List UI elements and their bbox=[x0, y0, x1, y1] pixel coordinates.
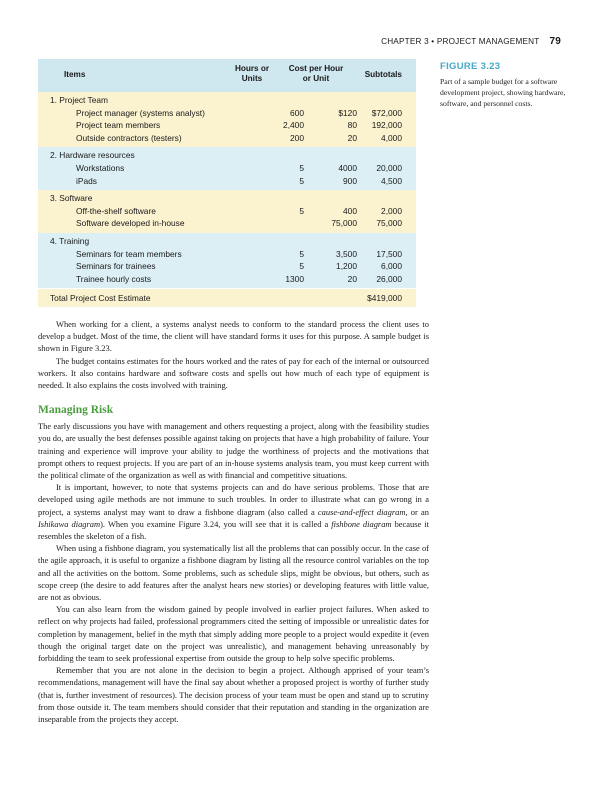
section-title: 4. Training bbox=[50, 235, 90, 246]
table-row: Workstations 5 4000 20,000 bbox=[76, 162, 402, 173]
table-row: Software developed in-house 75,000 75,000 bbox=[76, 218, 402, 229]
section-title: 3. Software bbox=[50, 193, 93, 204]
section-title: 2. Hardware resources bbox=[50, 150, 135, 161]
total-label: Total Project Cost Estimate bbox=[50, 293, 151, 304]
paragraph: The budget contains estimates for the hours worked and the rates of pay for each of the internal or outsourced workers. It also contains hardware and software costs and spells out how much of each type of equipment is needed. It also explains the costs involved with training. bbox=[38, 355, 429, 391]
running-head bbox=[381, 36, 561, 47]
body-text bbox=[38, 318, 429, 725]
section-training bbox=[38, 233, 416, 288]
figure-label: FIGURE 3.23 bbox=[440, 61, 501, 72]
table-row: Outside contractors (testers) 200 20 4,000 bbox=[76, 132, 402, 143]
header-hours: Hours or Units bbox=[234, 64, 270, 83]
table-row: Seminars for team members 5 3,500 17,500 bbox=[76, 248, 402, 259]
header-cost: Cost per Hour or Unit bbox=[288, 64, 344, 83]
table-row: iPads 5 900 4,500 bbox=[76, 175, 402, 186]
figure-caption-text: Part of a sample budget for a software development project, showing hardware, software, and personnel costs. bbox=[440, 77, 566, 108]
table-row: Project manager (systems analyst) 600 $120 $72,000 bbox=[76, 107, 402, 118]
header-subtotals: Subtotals bbox=[364, 70, 402, 79]
page-number: 79 bbox=[549, 36, 561, 47]
budget-table bbox=[38, 59, 416, 307]
section-title: 1. Project Team bbox=[50, 95, 109, 105]
section-project-team bbox=[38, 92, 416, 147]
table-row: Off-the-shelf software 5 400 2,000 bbox=[76, 205, 402, 216]
table-header bbox=[38, 59, 416, 92]
table-row: Trainee hourly costs 1300 20 26,000 bbox=[76, 273, 402, 284]
section-hardware bbox=[38, 147, 416, 190]
chapter-title: CHAPTER 3 • PROJECT MANAGEMENT bbox=[381, 37, 540, 46]
header-items: Items bbox=[64, 70, 86, 79]
paragraph: Remember that you are not alone in the decision to begin a project. Although apprised of your team’s recommendations, management will have the final say about whether a proposed project is worthy of further study (that is, further investment of resources). The decision process of your team must be open and stand up to scrutiny from those outside it. The team members should consider that their reputation and standing in the organization are inseparable from the projects they accept. bbox=[38, 665, 429, 725]
section-software bbox=[38, 190, 416, 233]
figure-caption bbox=[440, 61, 570, 109]
paragraph: When using a fishbone diagram, you systematically list all the problems that can possibly occur. In the case of the agile approach, it is useful to organize a fishbone diagram by listing all the resource control variables on the top and all the activities on the bottom. Some problems, such as schedule slips, might be obvious, but others, such as scope creep (the desire to add features after the analyst hears new stories) or developing features with little value, are not as obvious. bbox=[38, 543, 429, 603]
table-row: Seminars for trainees 5 1,200 6,000 bbox=[76, 261, 402, 272]
total-value: $419,000 bbox=[367, 293, 402, 304]
paragraph: The early discussions you have with management and others requesting a project, along with the feasibility studies you do, are usually the best defenses possible against taking on projects that have a high probability of failure. Your training and experience will improve your ability to judge the worthiness of projects and the motivations that prompt others to request projects. If you are part of an in-house systems analysis team, you must keep current with the political climate of the organization as well as with financial and competitive situations. bbox=[38, 421, 429, 481]
total-row bbox=[38, 289, 416, 307]
paragraph: When working for a client, a systems analyst needs to conform to the standard process the client uses to develop a budget. Most of the time, the client will have standard forms it uses for this purpose. A sample budget is shown in Figure 3.23. bbox=[38, 319, 429, 354]
section-heading: Managing Risk bbox=[38, 404, 114, 417]
paragraph: You can also learn from the wisdom gained by people involved in earlier project failures. When asked to reflect on why projects had failed, professional programmers cited the setting of impossible or unrealistic dates for completion by management, belief in the myth that simply adding more people to a project would expedite it (even though the original target date on the project was unrealistic), and management behaving unreasonably by forbidding the team to seek professional expertise from outside the group to help solve specific problems. bbox=[38, 604, 429, 664]
table-row: Project team members 2,400 80 192,000 bbox=[76, 120, 402, 131]
paragraph: It is important, however, to note that systems projects can and do have serious problems. Those that are developed using agile methods are not immune to such troubles. In order to illustrate what can go wrong in a project, a systems analyst may want to draw a fishbone diagram (also called a cause-and-effect diagram, or an Ishikawa diagram). When you examine Figure 3.24, you will see that it is called a fishbone diagram because it resembles the skeleton of a fish. bbox=[38, 482, 430, 542]
